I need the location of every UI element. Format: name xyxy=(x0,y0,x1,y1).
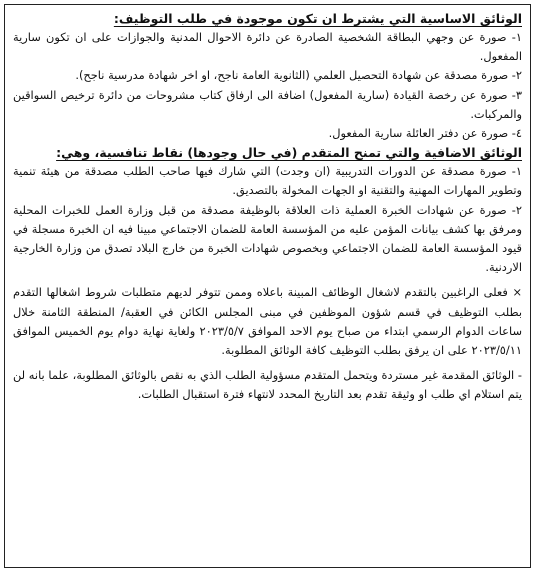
section2-heading: الوثائق الاضافية والتي تمنح المتقدم (في حال وجودها) نقاط تنافسية، وهي: xyxy=(56,145,522,161)
section1-item: ٤- صورة عن دفتر العائلة سارية المفعول. xyxy=(328,126,522,141)
section2-item: ١- صورة مصدقة عن الدورات التدريبية (ان وجدت) التي شارك فيها صاحب الطلب مصدقة من هيئة تنمية وتطوير المهارات المهنية والتقنية او الجهات المخولة بالتصديق. xyxy=(13,164,522,198)
announcement-frame xyxy=(4,4,531,568)
section2-item: ٢- صورة عن شهادات الخبرة العملية ذات العلاقة بالوظيفة مصدقة من قبل وزارة العمل للخبرات المحلية ومرفق بها كشف بيانات المؤمن عليه من المؤسسة العامة للضمان الاجتماعي مبينا فيه ان الخبرة مسجلة في قيود المؤسسة العامة للضمان الاجتماعي وبخصوص شهادات الخبرة من خارج البلاد تصدق من وزارة الخارجية الاردنية. xyxy=(13,202,522,275)
section1-item: ٣- صورة عن رخصة القيادة (سارية المفعول) اضافة الى ارفاق كتاب مشروحات من دائرة ترخيص السواقين والمركبات. xyxy=(13,87,522,121)
section1-item: ٢- صورة مصدقة عن شهادة التحصيل العلمي (الثانوية العامة ناجح، او اخر شهادة مدرسية ناجح). xyxy=(75,68,522,83)
documents-note: - الوثائق المقدمة غير مستردة ويتحمل المتقدم مسؤولية الطلب الذي به نقص بالوثائق المطلوبة، علما بانه لن يتم استلام اي طلب او وثيقة تقدم بعد التاريخ المحدد لانتهاء فترة استقبال الطلبات. xyxy=(13,368,522,402)
section1-item: ١- صورة عن وجهي البطاقة الشخصية الصادرة عن دائرة الاحوال المدنية والجوازات على ان تكون سارية المفعول. xyxy=(13,30,522,64)
application-note: × فعلى الراغبين بالتقدم لاشغال الوظائف المبينة باعلاه وممن تتوفر لديهم متطلبات شروط اشغالها التقدم بطلب التوظيف في قسم شؤون الموظفين في مبنى المجلس الكائن في العقبة/ المنطقة الثامنة خلال ساعات الدوام الرسمي ابتداء من صباح يوم الاحد الموافق ٢٠٢٣/٥/٧ ولغاية نهاية دوام يوم الخميس الموافق ٢٠٢٣/٥/١١ على ان يرفق بطلب التوظيف كافة الوثائق المطلوبة. xyxy=(13,285,522,358)
section1-heading: الوثائق الاساسية التي يشترط ان تكون موجودة في طلب التوظيف: xyxy=(113,11,522,26)
